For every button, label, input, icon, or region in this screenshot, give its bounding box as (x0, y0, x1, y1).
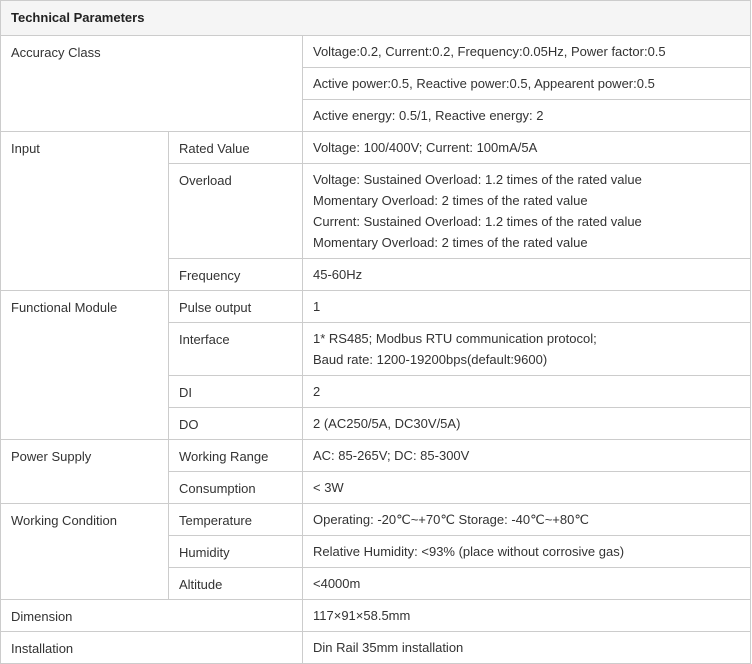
value-consumption: < 3W (303, 472, 751, 504)
row-label-installation: Installation (1, 632, 303, 664)
interface-line: Baud rate: 1200-19200bps(default:9600) (313, 352, 548, 367)
sub-label-rated-value: Rated Value (169, 132, 303, 164)
sub-label-working-range: Working Range (169, 440, 303, 472)
sub-label-humidity: Humidity (169, 536, 303, 568)
value-temperature: Operating: -20℃~+70℃ Storage: -40℃~+80℃ (303, 504, 751, 536)
overload-line: Current: Sustained Overload: 1.2 times of the rated value (313, 214, 642, 229)
value-pulse-output: 1 (303, 291, 751, 323)
value-altitude: <4000m (303, 568, 751, 600)
table-row (1, 440, 751, 472)
table-row (1, 291, 751, 323)
row-label-functional-module: Functional Module (1, 291, 169, 440)
sub-label-interface: Interface (169, 323, 303, 376)
value-frequency: 45-60Hz (303, 259, 751, 291)
value-di: 2 (303, 376, 751, 408)
sub-label-temperature: Temperature (169, 504, 303, 536)
table-row (1, 504, 751, 536)
value-accuracy-3: Active energy: 0.5/1, Reactive energy: 2 (303, 100, 751, 132)
value-overload (303, 164, 751, 259)
overload-line: Momentary Overload: 2 times of the rated value (313, 193, 588, 208)
table-row (1, 36, 751, 68)
value-working-range: AC: 85-265V; DC: 85-300V (303, 440, 751, 472)
table-header-row (1, 1, 751, 36)
table-row (1, 132, 751, 164)
value-rated-value: Voltage: 100/400V; Current: 100mA/5A (303, 132, 751, 164)
row-label-accuracy: Accuracy Class (1, 36, 303, 132)
table-row (1, 632, 751, 664)
value-installation: Din Rail 35mm installation (303, 632, 751, 664)
sub-label-pulse-output: Pulse output (169, 291, 303, 323)
value-dimension: 117×91×58.5mm (303, 600, 751, 632)
overload-line: Momentary Overload: 2 times of the rated value (313, 235, 588, 250)
value-humidity: Relative Humidity: <93% (place without corrosive gas) (303, 536, 751, 568)
value-accuracy-2: Active power:0.5, Reactive power:0.5, Appearent power:0.5 (303, 68, 751, 100)
sub-label-consumption: Consumption (169, 472, 303, 504)
sub-label-frequency: Frequency (169, 259, 303, 291)
sub-label-di: DI (169, 376, 303, 408)
value-interface (303, 323, 751, 376)
row-label-dimension: Dimension (1, 600, 303, 632)
value-accuracy-1: Voltage:0.2, Current:0.2, Frequency:0.05Hz, Power factor:0.5 (303, 36, 751, 68)
table-title: Technical Parameters (1, 1, 751, 36)
row-label-input: Input (1, 132, 169, 291)
sub-label-do: DO (169, 408, 303, 440)
sub-label-overload: Overload (169, 164, 303, 259)
value-do: 2 (AC250/5A, DC30V/5A) (303, 408, 751, 440)
interface-line: 1* RS485; Modbus RTU communication protocol; (313, 331, 597, 346)
row-label-working-condition: Working Condition (1, 504, 169, 600)
row-label-power-supply: Power Supply (1, 440, 169, 504)
sub-label-altitude: Altitude (169, 568, 303, 600)
overload-line: Voltage: Sustained Overload: 1.2 times of the rated value (313, 172, 642, 187)
table-row (1, 600, 751, 632)
